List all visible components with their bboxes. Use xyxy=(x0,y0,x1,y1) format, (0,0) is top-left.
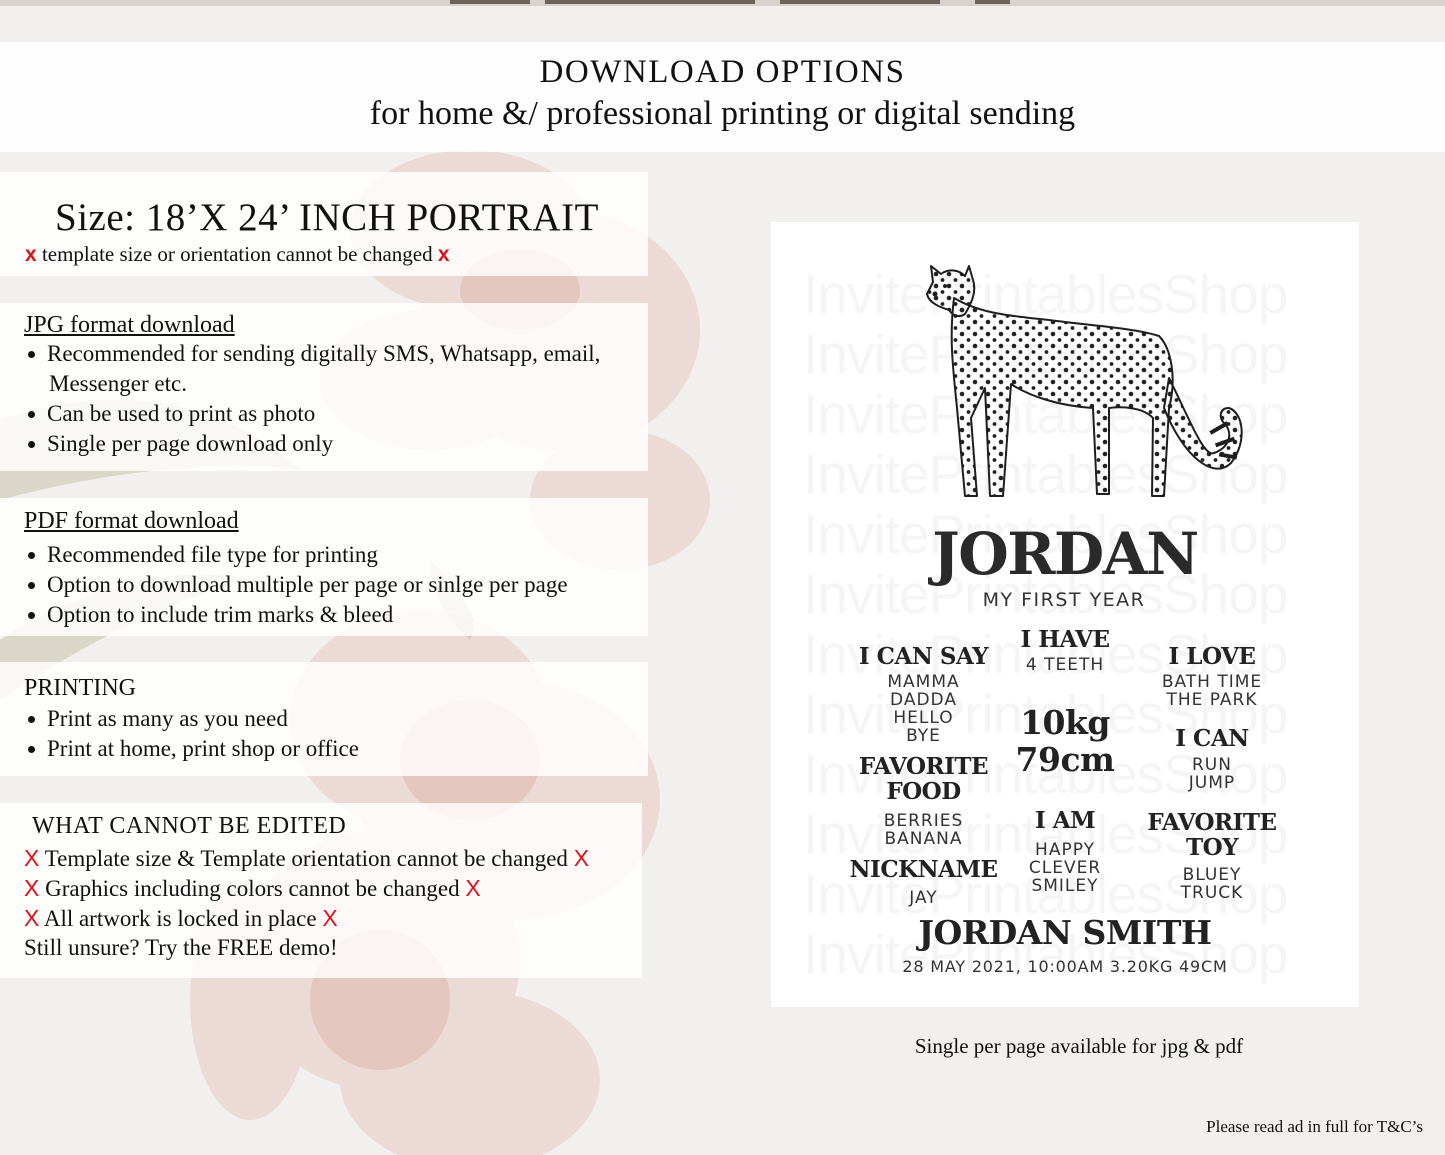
favorite-food-list: BERRIES BANANA xyxy=(883,811,964,849)
list-item: Single per page download only xyxy=(24,431,333,457)
i-love-heading: I LOVE xyxy=(1168,643,1256,670)
cheetah-illustration xyxy=(919,258,1249,504)
jpg-panel xyxy=(0,303,648,471)
list-item: Can be used to print as photo xyxy=(24,401,315,427)
list-item: X All artwork is locked in place X xyxy=(24,905,338,931)
bullet-icon xyxy=(28,582,35,589)
size-warning-text: template size or orientation cannot be changed xyxy=(36,242,438,266)
i-am-list: HAPPY CLEVER SMILEY xyxy=(1028,840,1102,896)
list-item: Recommended for sending digitally SMS, Whatsapp, email, xyxy=(24,341,600,367)
x-mark: x xyxy=(437,243,450,266)
i-am-heading: I AM xyxy=(1034,807,1096,834)
favorite-food-heading: FAVORITE FOOD xyxy=(858,753,989,805)
pdf-heading: PDF format download xyxy=(24,508,239,534)
i-can-list: RUN JUMP xyxy=(1188,755,1236,793)
x-mark: X xyxy=(573,845,590,871)
list-item: Recommended file type for printing xyxy=(24,542,378,568)
x-mark: X xyxy=(322,905,338,931)
i-love-list: BATH TIME THE PARK xyxy=(1161,672,1263,710)
poster-subtitle: MY FIRST YEAR xyxy=(982,589,1146,611)
poster-preview xyxy=(771,222,1359,1007)
nickname-heading: NICKNAME xyxy=(849,856,998,883)
i-have-heading: I HAVE xyxy=(1020,626,1110,653)
jpg-heading: JPG format download xyxy=(24,312,235,338)
list-item: Messenger etc. xyxy=(49,371,187,396)
terms-note: Please read ad in full for T&C’s xyxy=(1206,1117,1423,1136)
can-say-heading: I CAN SAY xyxy=(858,643,989,670)
i-have-value: 4 TEETH xyxy=(1025,655,1105,675)
size-panel xyxy=(0,172,648,276)
bullet-icon xyxy=(28,552,35,559)
can-say-list: MAMMA DADDA HELLO BYE xyxy=(887,672,960,746)
bullet-icon xyxy=(28,716,35,723)
list-item: X Graphics including colors cannot be changed X xyxy=(24,875,481,901)
bullet-icon xyxy=(28,351,35,358)
page-title: DOWNLOAD OPTIONS xyxy=(539,54,906,90)
printing-panel xyxy=(0,662,648,776)
i-can-heading: I CAN xyxy=(1175,725,1249,752)
demo-note: Still unsure? Try the FREE demo! xyxy=(24,935,338,960)
nickname-value: JAY xyxy=(909,888,938,908)
bullet-icon xyxy=(28,441,35,448)
page-header xyxy=(0,42,1445,152)
x-mark: X xyxy=(465,875,481,901)
page-subtitle: for home &/ professional printing or digital sending xyxy=(369,95,1076,132)
not-editable-heading: WHAT CANNOT BE EDITED xyxy=(32,813,347,839)
x-mark: X xyxy=(24,875,40,901)
bullet-icon xyxy=(28,411,35,418)
list-item: Option to include trim marks & bleed xyxy=(24,602,393,628)
x-mark: X xyxy=(24,905,40,931)
poster-full-name: JORDAN SMITH xyxy=(918,913,1212,952)
poster-birth-info: 28 MAY 2021, 10:00AM 3.20KG 49CM xyxy=(902,957,1228,976)
printing-heading: PRINTING xyxy=(24,675,136,701)
list-item: Print as many as you need xyxy=(24,706,288,732)
weight-value: 10kg xyxy=(1020,703,1110,742)
list-item: X Template size & Template orientation cannot be changed X xyxy=(24,845,590,871)
pdf-panel xyxy=(0,498,648,636)
x-mark: x xyxy=(25,243,37,266)
preview-caption: Single per page available for jpg & pdf xyxy=(914,1034,1244,1058)
favorite-toy-list: BLUEY TRUCK xyxy=(1180,865,1244,903)
not-editable-panel xyxy=(0,803,642,978)
favorite-toy-heading: FAVORITE TOY xyxy=(1147,809,1277,861)
list-item: Option to download multiple per page or sinlge per page xyxy=(24,572,568,598)
bullet-icon xyxy=(28,746,35,753)
height-value: 79cm xyxy=(1015,740,1115,779)
list-item: Print at home, print shop or office xyxy=(24,736,359,762)
poster-name: JORDAN xyxy=(932,520,1198,588)
bullet-icon xyxy=(28,612,35,619)
size-heading: Size: 18’X 24’ INCH PORTRAIT xyxy=(55,196,599,239)
x-mark: X xyxy=(24,845,40,871)
size-warning xyxy=(25,242,450,267)
